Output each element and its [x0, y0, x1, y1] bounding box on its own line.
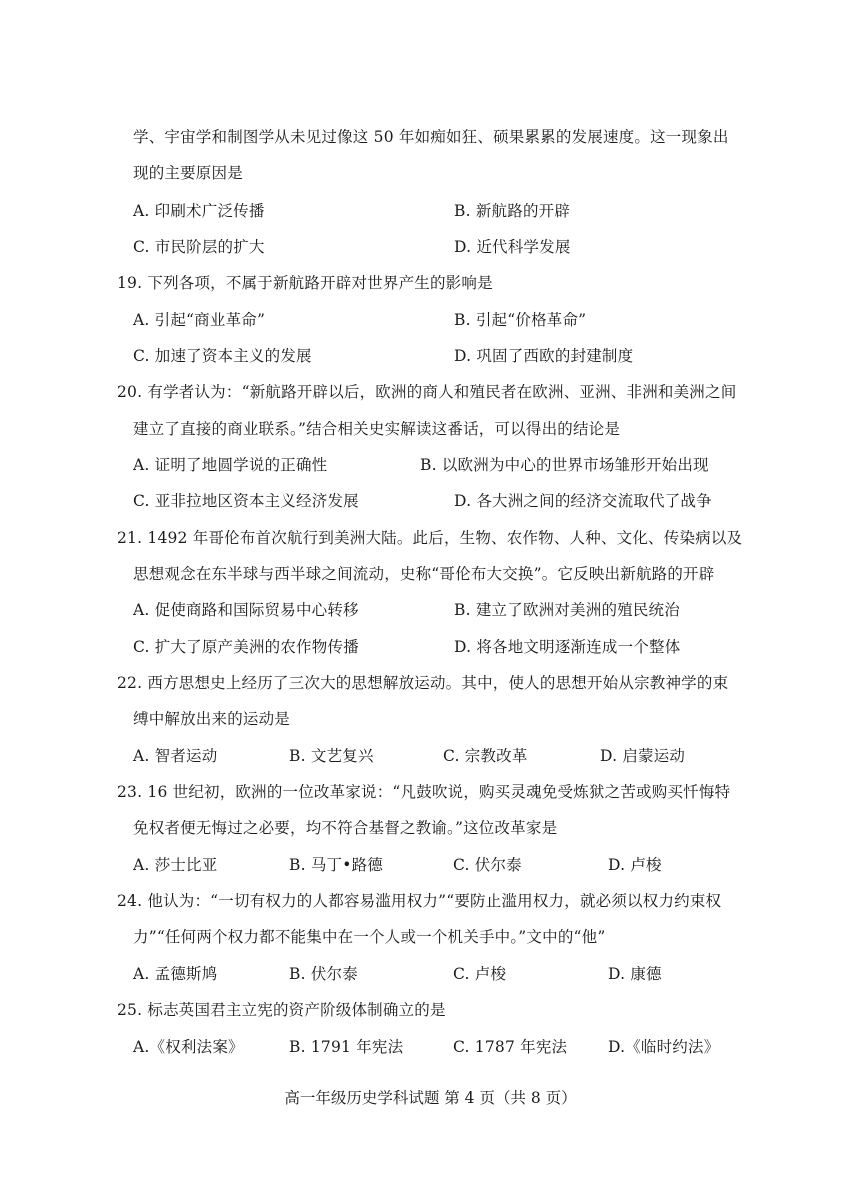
question-24-option-a: A. 孟德斯鸠 [133, 965, 218, 983]
question-18-stem-line-2: 现的主要原因是 [133, 164, 243, 182]
question-22-option-a: A. 智者运动 [133, 747, 218, 765]
question-20-option-c: C. 亚非拉地区资本主义经济发展 [133, 492, 359, 510]
page-footer: 高一年级历史学科试题 第 4 页（共 8 页） [284, 1089, 577, 1107]
question-18-option-b: B. 新航路的开辟 [454, 202, 571, 220]
question-24-option-b: B. 伏尔泰 [289, 965, 358, 983]
question-23-stem-line-1: 23. 16 世纪初，欧洲的一位改革家说：“凡鼓吹说，购买灵魂免受炼狱之苦或购买忏悔特 [117, 783, 731, 801]
question-23-option-c: C. 伏尔泰 [453, 856, 522, 874]
question-23-option-a: A. 莎士比亚 [133, 856, 218, 874]
question-23-option-b: B. 马丁•路德 [289, 856, 383, 874]
question-19-option-a: A. 引起“商业革命” [133, 311, 266, 329]
question-19-option-d: D. 巩固了西欧的封建制度 [454, 347, 634, 365]
question-22-stem-line-2: 缚中解放出来的运动是 [133, 710, 291, 728]
question-19-stem: 19. 下列各项，不属于新航路开辟对世界产生的影响是 [117, 274, 493, 292]
question-22-stem-line-1: 22. 西方思想史上经历了三次大的思想解放运动。其中，使人的思想开始从宗教神学的束 [117, 674, 729, 692]
question-21-option-b: B. 建立了欧洲对美洲的殖民统治 [454, 601, 680, 619]
question-20-stem-line-2: 建立了直接的商业联系。”结合相关史实解读这番话，可以得出的结论是 [133, 420, 621, 438]
question-21-option-c: C. 扩大了原产美洲的农作物传播 [133, 638, 359, 656]
question-21-stem-line-2: 思想观念在东半球与西半球之间流动，史称“哥伦布大交换”。它反映出新航路的开辟 [133, 565, 715, 583]
question-21-option-a: A. 促使商路和国际贸易中心转移 [133, 601, 359, 619]
question-18-option-a: A. 印刷术广泛传播 [133, 202, 265, 220]
question-18-option-d: D. 近代科学发展 [454, 238, 571, 256]
question-23-option-d: D. 卢梭 [608, 856, 662, 874]
question-20-option-d: D. 各大洲之间的经济交流取代了战争 [454, 492, 712, 510]
question-25-option-a: A.《权利法案》 [133, 1038, 244, 1056]
question-19-option-c: C. 加速了资本主义的发展 [133, 347, 312, 365]
question-19-option-b: B. 引起“价格革命” [454, 311, 587, 329]
question-23-stem-line-2: 免权者便无悔过之必要，均不符合基督之教谕。”这位改革家是 [133, 819, 558, 837]
question-22-option-d: D. 启蒙运动 [600, 747, 686, 765]
question-20-stem-line-1: 20. 有学者认为：“新航路开辟以后，欧洲的商人和殖民者在欧洲、亚洲、非洲和美洲之间 [117, 383, 737, 401]
question-18-option-c: C. 市民阶层的扩大 [133, 238, 265, 256]
question-24-stem-line-1: 24. 他认为：“一切有权力的人都容易滥用权力”“要防止滥用权力，就必须以权力约束权 [117, 892, 722, 910]
question-22-option-c: C. 宗教改革 [443, 747, 528, 765]
question-20-option-b: B. 以欧洲为中心的世界市场雏形开始出现 [420, 456, 709, 474]
question-24-stem-line-2: 力”“任何两个权力都不能集中在一个人或一个机关手中。”文中的“他” [133, 928, 606, 946]
question-21-stem-line-1: 21. 1492 年哥伦布首次航行到美洲大陆。此后，生物、农作物、人种、文化、传染病以及 [117, 529, 743, 547]
question-25-option-d: D.《临时约法》 [608, 1038, 720, 1056]
question-24-option-d: D. 康德 [608, 965, 662, 983]
question-20-option-a: A. 证明了地圆学说的正确性 [133, 456, 328, 474]
question-25-option-c: C. 1787 年宪法 [453, 1038, 568, 1056]
question-25-stem: 25. 标志英国君主立宪的资产阶级体制确立的是 [117, 1001, 446, 1019]
question-24-option-c: C. 卢梭 [453, 965, 507, 983]
question-25-option-b: B. 1791 年宪法 [289, 1038, 404, 1056]
question-21-option-d: D. 将各地文明逐渐连成一个整体 [454, 638, 681, 656]
question-18-stem-line-1: 学、宇宙学和制图学从未见过像这 50 年如痴如狂、硕果累累的发展速度。这一现象出 [133, 128, 729, 146]
question-22-option-b: B. 文艺复兴 [289, 747, 374, 765]
